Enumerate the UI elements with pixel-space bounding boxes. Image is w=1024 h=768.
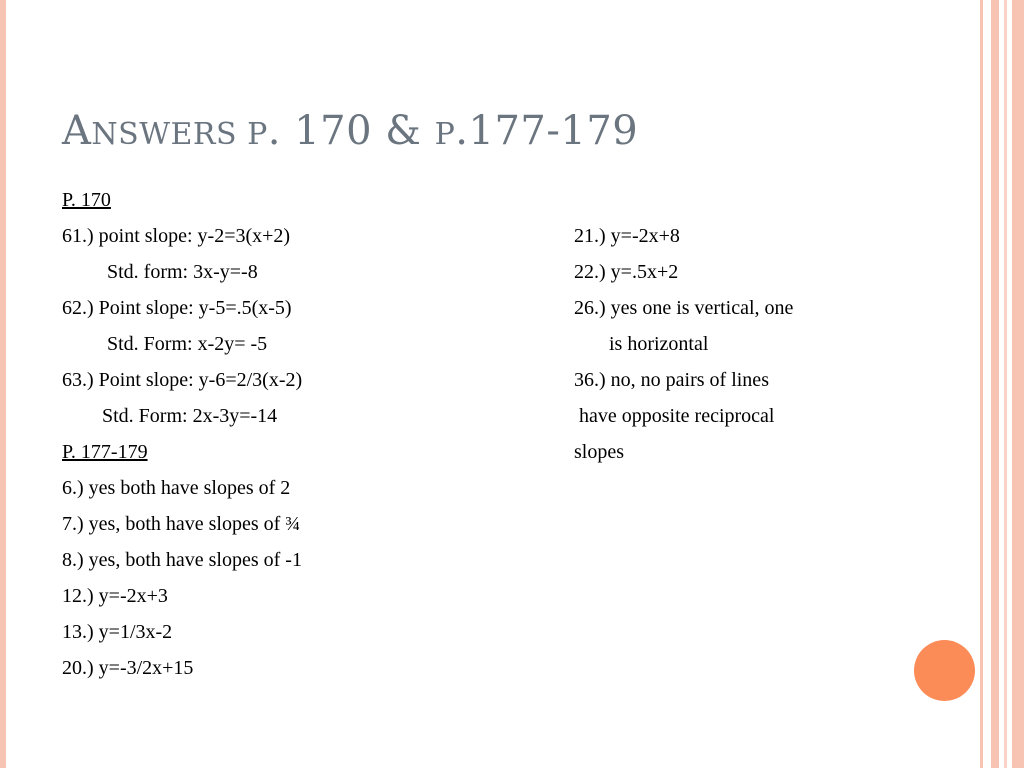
answer-line: 22.) y=.5x+2 bbox=[574, 261, 679, 283]
answer-line: 7.) yes, both have slopes of ¾ bbox=[62, 513, 301, 535]
slide-title bbox=[62, 108, 638, 154]
answer-line: 12.) y=-2x+3 bbox=[62, 585, 168, 607]
stripe bbox=[1012, 0, 1024, 768]
answer-line: 6.) yes both have slopes of 2 bbox=[62, 477, 291, 499]
answer-line: is horizontal bbox=[574, 333, 709, 355]
right-answer-column bbox=[574, 218, 904, 470]
section-heading: P. 177-179 bbox=[62, 441, 148, 463]
answer-line: 63.) Point slope: y-6=2/3(x-2) bbox=[62, 369, 303, 391]
answer-line: Std. Form: x-2y= -5 bbox=[62, 333, 268, 355]
title-part: . 170 & bbox=[267, 108, 435, 154]
title-part: NSWERS P bbox=[91, 117, 268, 152]
answer-line: Std. form: 3x-y=-8 bbox=[62, 261, 258, 283]
answer-line: 21.) y=-2x+8 bbox=[574, 225, 680, 247]
left-answer-column bbox=[62, 182, 542, 686]
answer-line: 62.) Point slope: y-5=.5(x-5) bbox=[62, 297, 292, 319]
left-border-decoration bbox=[0, 0, 6, 768]
stripe bbox=[1004, 0, 1007, 768]
stripe bbox=[980, 0, 983, 768]
answer-line: 8.) yes, both have slopes of -1 bbox=[62, 549, 302, 571]
answer-line: slopes bbox=[574, 441, 624, 463]
title-part: P bbox=[434, 117, 456, 152]
answer-line: 36.) no, no pairs of lines bbox=[574, 369, 769, 391]
title-part: A bbox=[62, 108, 92, 154]
answer-line: have opposite reciprocal bbox=[574, 405, 775, 427]
answer-line: 20.) y=-3/2x+15 bbox=[62, 657, 194, 679]
title-part: .177-179 bbox=[455, 108, 639, 154]
section-heading: P. 170 bbox=[62, 189, 111, 211]
accent-circle bbox=[914, 640, 975, 701]
right-stripes-decoration bbox=[980, 0, 1024, 768]
answer-line: 13.) y=1/3x-2 bbox=[62, 621, 173, 643]
answer-line: Std. Form: 2x-3y=-14 bbox=[62, 405, 278, 427]
stripe bbox=[991, 0, 999, 768]
answer-line: 61.) point slope: y-2=3(x+2) bbox=[62, 225, 291, 247]
answer-line: 26.) yes one is vertical, one bbox=[574, 297, 794, 319]
